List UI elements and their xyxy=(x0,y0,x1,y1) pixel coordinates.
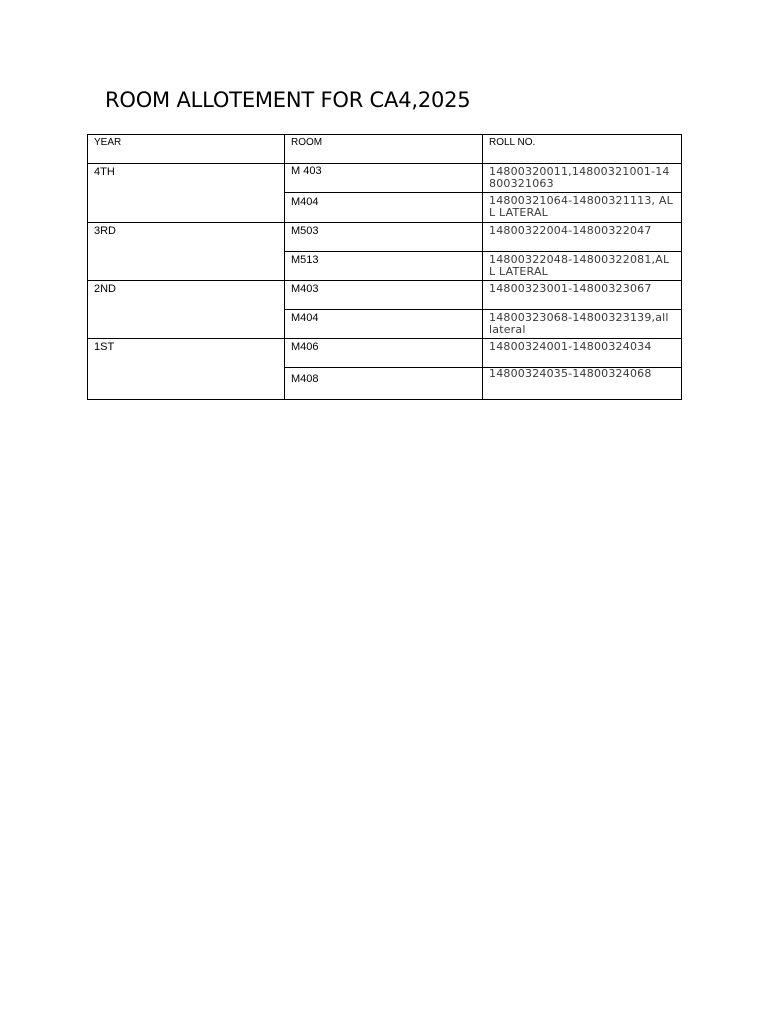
room-cell: M406 xyxy=(285,339,483,368)
roll-cell: 14800320011,14800321001-14800321063 xyxy=(483,164,682,193)
room-cell: M513 xyxy=(285,252,483,281)
year-cell: 4TH xyxy=(88,164,285,223)
table-row xyxy=(88,281,682,310)
room-cell: M408 xyxy=(285,368,483,400)
room-cell: M404 xyxy=(285,310,483,339)
year-cell: 3RD xyxy=(88,223,285,281)
room-allotment-table xyxy=(87,134,682,400)
header-roll-no: ROLL NO. xyxy=(483,135,682,164)
table-row xyxy=(88,223,682,252)
table-row xyxy=(88,339,682,368)
table-row xyxy=(88,164,682,193)
page-title: ROOM ALLOTEMENT FOR CA4,2025 xyxy=(105,88,471,112)
roll-cell: 14800323001-14800323067 xyxy=(483,281,682,310)
room-cell: M403 xyxy=(285,281,483,310)
roll-cell: 14800321064-14800321113, ALL LATERAL xyxy=(483,193,682,223)
roll-cell: 14800322004-14800322047 xyxy=(483,223,682,252)
room-cell: M 403 xyxy=(285,164,483,193)
header-year: YEAR xyxy=(88,135,285,164)
header-room: ROOM xyxy=(285,135,483,164)
room-cell: M404 xyxy=(285,193,483,223)
roll-cell: 14800323068-14800323139,all lateral xyxy=(483,310,682,339)
table-header-row xyxy=(88,135,682,164)
roll-cell: 14800324001-14800324034 xyxy=(483,339,682,368)
room-cell: M503 xyxy=(285,223,483,252)
year-cell: 2ND xyxy=(88,281,285,339)
year-cell: 1ST xyxy=(88,339,285,400)
roll-cell: 14800322048-14800322081,ALL LATERAL xyxy=(483,252,682,281)
roll-cell: 14800324035-14800324068 xyxy=(483,368,682,400)
